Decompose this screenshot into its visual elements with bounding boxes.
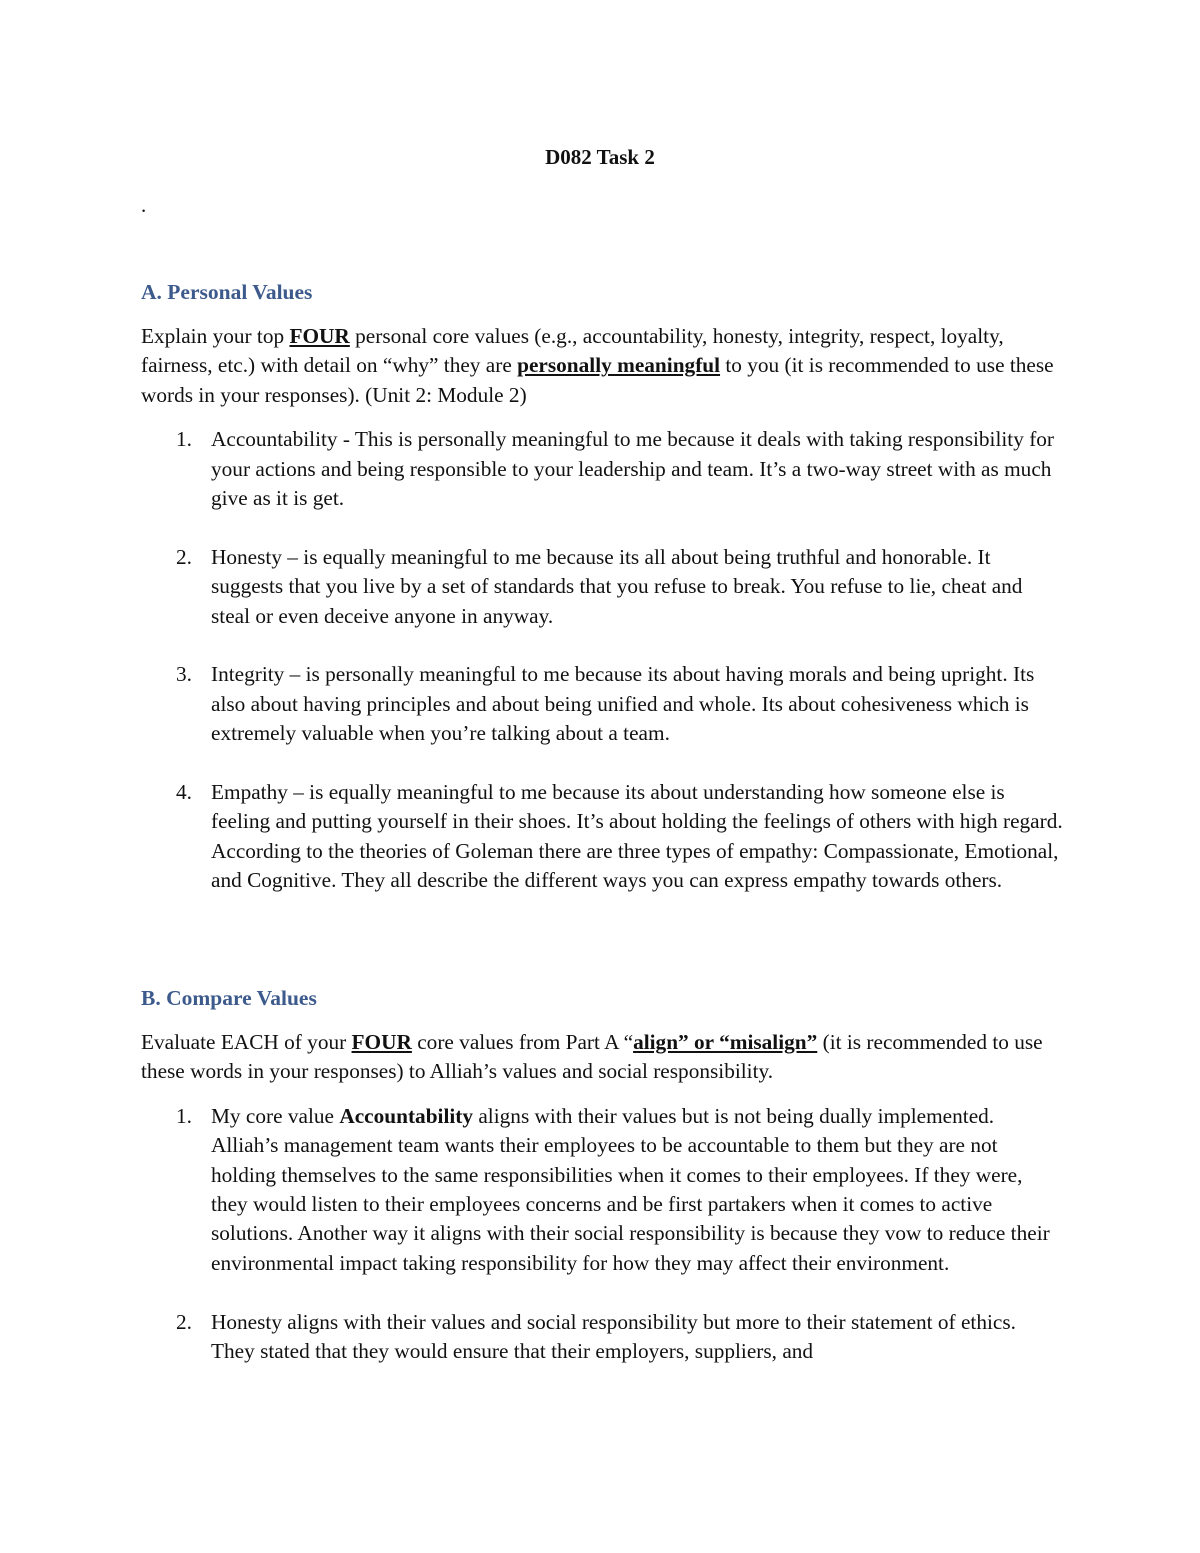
list-item (141, 778, 1063, 896)
list-number: 2. (176, 1309, 192, 1334)
section-a-intro: Explain your top FOUR personal core values (e.g., accountability, honesty, integrity, respect, loyalty, fairness, etc.) with detail on “why” they are personally meaningful to you (it is recommended to use these words in your responses). (Unit 2: Module 2) (141, 324, 1054, 407)
list-item: 1. My core value Accountability aligns with their values but is not being dually implemented. Alliah’s management team wants their employees to be accountable to them but they are not holding themselves to the same responsibilities when it comes to their employees. If they were, they would listen to their employees concerns and be first partakers when it comes to active solutions. Another way it aligns with their social responsibility is because they vow to reduce their environmental impact taking responsibility for how they may affect their environment. (176, 1103, 1050, 1275)
list-number: 4. (176, 780, 192, 805)
list-item-text: Honesty aligns with their values and social responsibility but more to their statement of ethics. They stated that they would ensure that their employers, suppliers, and (211, 1309, 1016, 1364)
section-a-heading: A. Personal Values (141, 280, 313, 304)
values-list (141, 425, 1063, 895)
list-item (141, 425, 1063, 513)
emphasis-align-misalign: align” or “misalign” (633, 1030, 818, 1054)
list-item (141, 543, 1063, 631)
bold-value-name: Accountability (339, 1103, 474, 1128)
list-item (141, 660, 1063, 748)
emphasis-four: FOUR (289, 324, 350, 348)
list-number: 1. (176, 427, 192, 452)
emphasis-four: FOUR (351, 1030, 412, 1054)
list-item-text: Integrity – is personally meaningful to me because its about having morals and being upright. Its also about having principles and about being unified and whole. Its about cohesiveness which is extremely valuable when you’re talking about a team. (211, 662, 1035, 746)
section-b-intro: Evaluate EACH of your FOUR core values from Part A “align” or “misalign” (it is recommended to use these words in your responses) to Alliah’s values and social responsibility. (141, 1030, 1043, 1084)
list-number: 2. (176, 544, 192, 569)
document-title: D082 Task 2 (545, 145, 655, 169)
list-number: 1. (176, 1103, 192, 1128)
list-item-text: aligns with their values but is not being dually implemented. Alliah’s management team wants their employees to be accountable to them but they are not holding themselves to the same responsibilities when it comes to their employees. If they were, they would listen to their employees concerns and be first partakers when it comes to active solutions. Another way it aligns with their social responsibility is because they vow to reduce their environmental impact taking responsibility for how they may affect their environment. (211, 1103, 1050, 1275)
list-item-text: Honesty – is equally meaningful to me because its all about being truthful and honorable. It suggests that you live by a set of standards that you refuse to break. You refuse to lie, cheat and steal or even deceive anyone in anyway. (211, 544, 1023, 628)
stray-mark: . (141, 193, 147, 217)
section-a-body (141, 322, 1063, 925)
list-item (141, 1308, 1063, 1367)
list-item-text: Empathy – is equally meaningful to me because its about understanding how someone else is feeling and putting yourself in their shoes. It’s about holding the feelings of others with high regard. According to the theories of Goleman there are three types of empathy: Compassionate, Emotional, and Cognitive. They all describe the different ways you can express empathy towards others. (211, 780, 1063, 893)
section-b-heading: B. Compare Values (141, 986, 317, 1010)
compare-list (141, 1102, 1063, 1367)
list-item-text: Accountability - This is personally meaningful to me because it deals with taking responsibility for your actions and being responsible to your leadership and team. It’s a two-way street with as much give as it is get. (211, 427, 1055, 511)
emphasis-personally-meaningful: personally meaningful (517, 353, 721, 378)
section-b-body (141, 1028, 1063, 1396)
list-number: 3. (176, 662, 192, 687)
